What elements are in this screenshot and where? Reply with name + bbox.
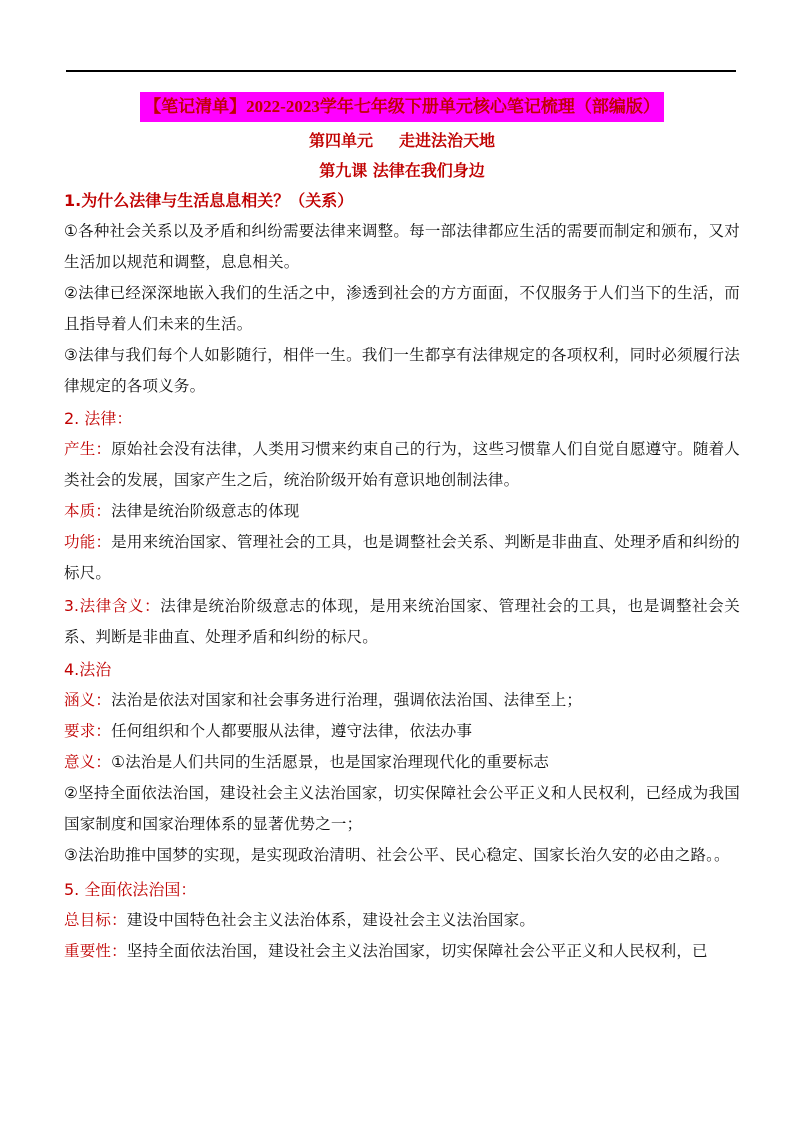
law-meaning-label: 3.法律含义： (64, 597, 161, 615)
top-rule (66, 70, 736, 72)
unit-heading (64, 128, 740, 154)
section-2-essence (64, 496, 740, 527)
goal-text: 建设中国特色社会主义法治体系，建设社会主义法治国家。 (126, 911, 536, 929)
essence-text: 法律是统治阶级意志的体现 (111, 502, 300, 520)
significance-label: 意义： (64, 753, 112, 771)
section-2-heading: 2. 法律： (64, 409, 133, 428)
lesson-heading: 第九课 法律在我们身边 (319, 161, 485, 180)
rule-meaning-text: 法治是依法对国家和社会事务进行治理，强调依法治国、法律至上； (111, 691, 583, 709)
section-4-significance (64, 747, 740, 778)
section-4-meaning (64, 685, 740, 716)
section-2-origin (64, 434, 740, 496)
section-3 (64, 591, 740, 653)
section-5-importance (64, 936, 740, 967)
essence-label: 本质： (64, 502, 112, 520)
rule-meaning-label: 涵义： (64, 691, 112, 709)
function-label: 功能： (64, 533, 112, 551)
title-wrap (64, 92, 740, 122)
section-1-heading: 1.为什么法律与生活息息相关？（关系） (64, 191, 354, 210)
section-5-heading: 5. 全面依法治国： (64, 880, 197, 899)
requirement-text: 任何组织和个人都要服从法律，遵守法律，依法办事 (111, 722, 473, 740)
section-1-item-3: ③法律与我们每个人如影随行，相伴一生。我们一生都享有法律规定的各项权利，同时必须履行法律规定的各项义务。 (64, 346, 740, 395)
section-4-requirement (64, 716, 740, 747)
function-text: 是用来统治国家、管理社会的工具，也是调整社会关系、判断是非曲直、处理矛盾和纠纷的标尺。 (64, 533, 740, 582)
origin-label: 产生： (64, 440, 112, 458)
origin-text: 原始社会没有法律，人类用习惯来约束自己的行为，这些习惯靠人们自觉自愿遵守。随着人类社会的发展，国家产生之后，统治阶级开始有意识地创制法律。 (64, 440, 740, 489)
unit-number: 第四单元 (308, 131, 373, 150)
significance-text: ①法治是人们共同的生活愿景，也是国家治理现代化的重要标志 (111, 753, 550, 771)
content (64, 92, 740, 967)
section-5-goal (64, 905, 740, 936)
law-meaning-text: 法律是统治阶级意志的体现，是用来统治国家、管理社会的工具，也是调整社会关系、判断是非曲直、处理矛盾和纠纷的标尺。 (64, 597, 740, 646)
section-4-significance-2: ②坚持全面依法治国，建设社会主义法治国家，切实保障社会公平正义和人民权利，已经成为我国国家制度和国家治理体系的显著优势之一； (64, 784, 740, 833)
importance-text: 坚持全面依法治国，建设社会主义法治国家，切实保障社会公平正义和人民权利，已 (126, 942, 708, 960)
section-4-heading: 4.法治 (64, 660, 112, 679)
goal-label: 总目标： (64, 911, 127, 929)
importance-label: 重要性： (64, 942, 127, 960)
unit-name: 走进法治天地 (399, 131, 496, 150)
section-2-function (64, 527, 740, 589)
section-1-item-2: ②法律已经深深地嵌入我们的生活之中，渗透到社会的方方面面，不仅服务于人们当下的生活，而且指导着人们未来的生活。 (64, 284, 740, 333)
requirement-label: 要求： (64, 722, 112, 740)
section-1-item-1: ①各种社会关系以及矛盾和纠纷需要法律来调整。每一部法律都应生活的需要而制定和颁布，又对生活加以规范和调整，息息相关。 (64, 222, 740, 271)
doc-title: 【笔记清单】2022-2023学年七年级下册单元核心笔记梳理（部编版） (140, 92, 664, 122)
section-4-significance-3: ③法治助推中国梦的实现，是实现政治清明、社会公平、民心稳定、国家长治久安的必由之路。。 (64, 846, 730, 864)
